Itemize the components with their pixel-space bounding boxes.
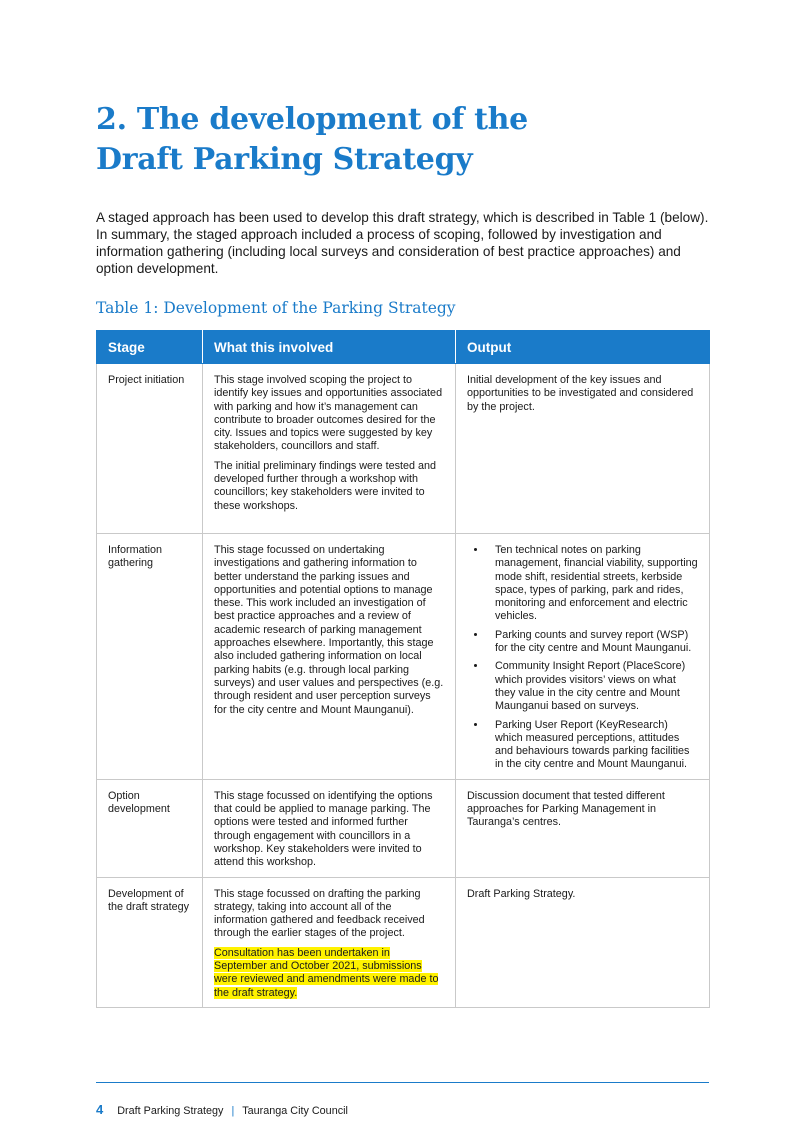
output-list-item: • Parking counts and survey report (WSP) for the city centre and Mount Maunganui. xyxy=(487,629,698,656)
involved-paragraph: This stage focussed on drafting the parking strategy, taking into account all of the information gathered and feedback received through the earlier stages of the project. xyxy=(214,887,425,940)
output-cell xyxy=(456,534,710,780)
stage-cell: Information gathering xyxy=(97,534,203,780)
intro-paragraph: A staged approach has been used to develop this draft strategy, which is described in Table 1 (below). In summary, the staged approach included a process of scoping, followed by investigation and information gathering (including local surveys and consideration of best practice approaches) and option development. xyxy=(96,210,709,276)
page-title-line-1: 2. The development of the xyxy=(96,102,528,137)
output-cell: Initial development of the key issues and opportunities to be investigated and considered by the project. xyxy=(456,364,710,534)
column-header-stage: Stage xyxy=(97,331,203,364)
footer-organisation: Tauranga City Council xyxy=(242,1105,348,1117)
table-caption: Table 1: Development of the Parking Strategy xyxy=(96,299,456,317)
page-title-line-2: Draft Parking Strategy xyxy=(96,142,473,177)
table-row xyxy=(97,534,710,780)
page-number: 4 xyxy=(96,1102,104,1117)
stage-cell: Option development xyxy=(97,779,203,877)
output-list-item: • Parking User Report (KeyResearch) which measured perceptions, attitudes and behaviours towards parking facilities in the city centre and Mount Maunganui. xyxy=(487,719,698,772)
stage-cell: Development of the draft strategy xyxy=(97,877,203,1007)
footer-document-title: Draft Parking Strategy xyxy=(117,1105,224,1117)
page-title xyxy=(96,100,716,180)
page-footer xyxy=(96,1102,348,1117)
highlighted-text: Consultation has been undertaken in September and October 2021, submissions were reviewed and amendments were made to the draft strategy. xyxy=(214,946,439,999)
involved-cell xyxy=(203,877,456,1007)
output-list xyxy=(467,544,698,772)
footer-divider xyxy=(96,1082,709,1083)
output-cell: Draft Parking Strategy. xyxy=(456,877,710,1007)
table-row xyxy=(97,877,710,1007)
involved-paragraph: The initial preliminary findings were tested and developed further through a workshop with councillors; key stakeholders were invited to these workshops. xyxy=(214,459,437,512)
output-list-item: • Ten technical notes on parking management, financial viability, supporting mode shift, residential streets, kerbside space, types of parking, park and rides, monitoring and enforcement and electric vehicles. xyxy=(487,544,698,624)
stage-cell: Project initiation xyxy=(97,364,203,534)
involved-cell xyxy=(203,779,456,877)
column-header-output: Output xyxy=(456,331,710,364)
output-cell: Discussion document that tested different approaches for Parking Management in Tauranga’s centres. xyxy=(456,779,710,877)
footer-separator: | xyxy=(231,1105,235,1117)
involved-cell xyxy=(203,364,456,534)
development-table xyxy=(96,330,710,1008)
table-header-row xyxy=(97,331,710,364)
involved-cell xyxy=(203,534,456,780)
table-row xyxy=(97,364,710,534)
output-list-item: • Community Insight Report (PlaceScore) which provides visitors’ views on what they value in the city centre and Mount Maunganui based on surveys. xyxy=(487,660,698,713)
table-row xyxy=(97,779,710,877)
involved-highlight-paragraph xyxy=(214,947,444,1000)
involved-paragraph: This stage focussed on identifying the options that could be applied to manage parking. The options were tested and informed further through engagement with councillors in a workshop. Key stakeholders were invited to attend this workshop. xyxy=(214,789,433,869)
involved-paragraph: This stage focussed on undertaking investigations and gathering information to better understand the parking issues and opportunities and potential options to manage these. This work included an investigation of best practice approaches and a review of academic research of parking management approaches elsewhere. Importantly, this stage also included gathering information on local parking habits (e.g. through local parking surveys) and user values and perspectives (e.g. through resident and user perception surveys for the city centre and Mount Maunganui). xyxy=(214,544,444,716)
involved-paragraph: This stage involved scoping the project to identify key issues and opportunities associated with parking and how it’s management can contribute to broader outcomes desired for the city. Issues and topics were suggested by key stakeholders, councillors and staff. xyxy=(214,374,443,453)
column-header-involved: What this involved xyxy=(203,331,456,364)
